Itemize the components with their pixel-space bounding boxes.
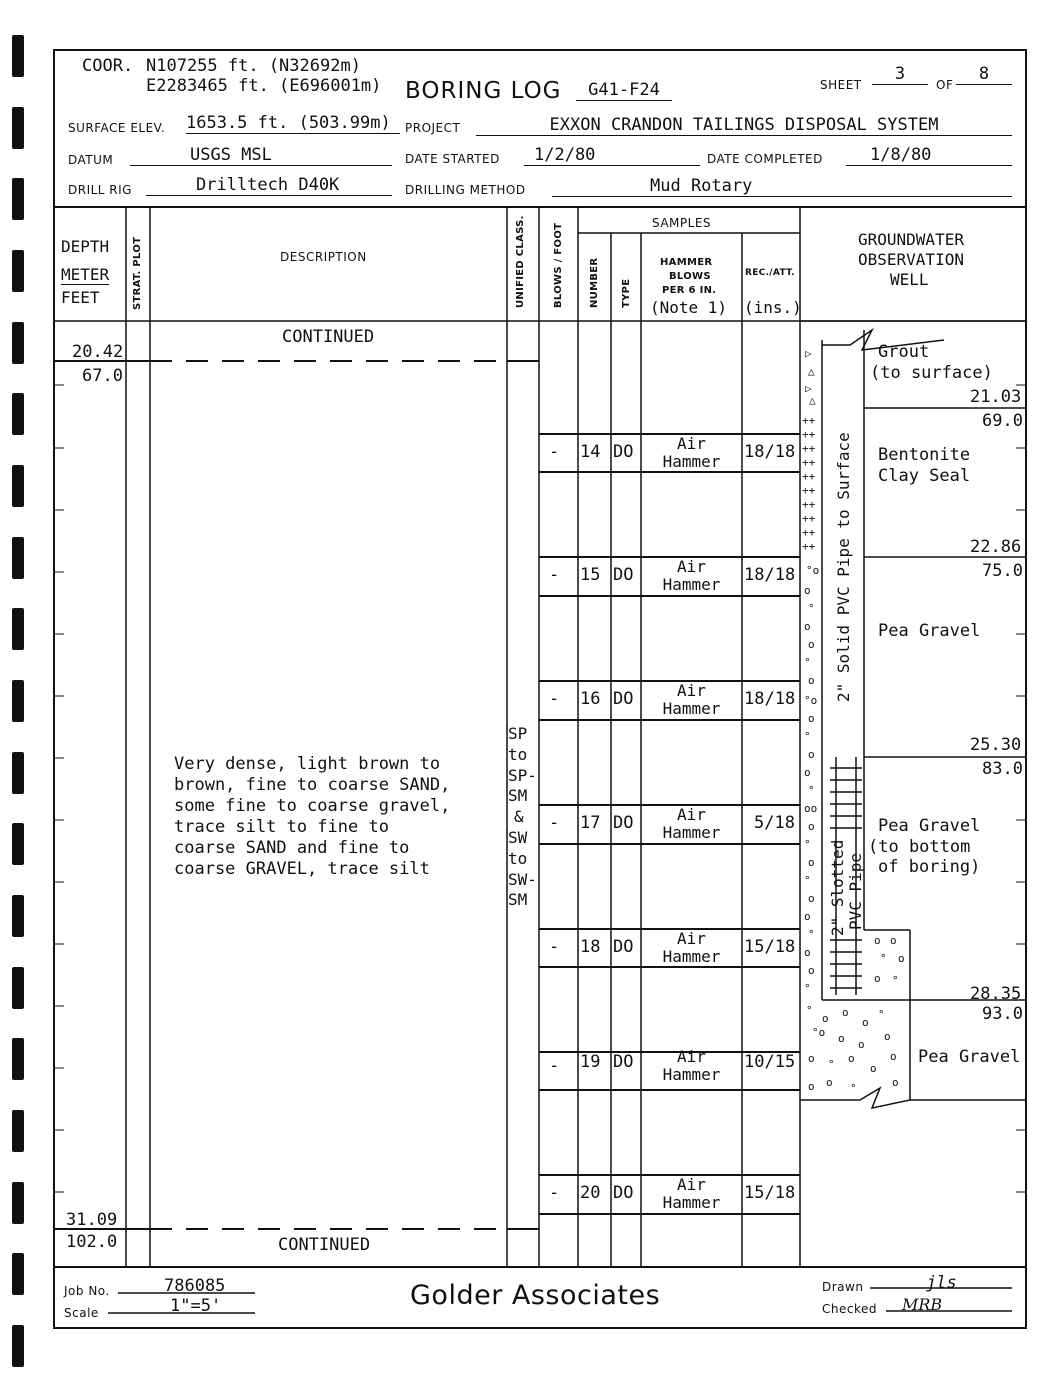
class-line: to [508,848,528,868]
rec-value: 15/18 [744,1183,796,1203]
rec-value: 18/18 [744,689,796,709]
blows-value: - [549,565,560,585]
svg-text:++: ++ [802,456,816,469]
datum-value: USGS MSL [130,145,392,166]
hammer-cell [641,435,742,471]
top-depth-feet: 67.0 [82,366,123,386]
sample-number: 16 [580,689,601,709]
form-title: BORING LOG [405,78,562,104]
boring-id: G41-F24 [576,80,672,101]
hammer-line: Hammer [662,452,721,471]
drawn-initials: jls [926,1273,957,1293]
svg-text:o: o [858,1038,865,1051]
grout-bottom-m: 21.03 [970,387,1022,407]
svg-text:o: o [884,1030,891,1043]
blows-value: - [549,937,560,957]
class-line: SW [508,827,528,847]
sample-type: DO [613,1052,634,1072]
description-line: some fine to coarse gravel, [174,796,451,816]
blows-foot-header: BLOWS / FOOT [553,222,564,308]
bottom-depth-meter: 31.09 [66,1210,118,1230]
svg-text:°: ° [804,730,811,743]
bentonite-bottom-m: 22.86 [970,537,1022,557]
sheet-number: 3 [872,64,928,85]
hammer-cell [641,930,742,966]
coor-north: N107255 ft. (N32692m) [146,56,361,76]
date-completed-label: DATE COMPLETED [707,152,823,166]
pea-gravel-label: Pea Gravel [878,621,981,641]
svg-text:o: o [870,1062,877,1075]
svg-text:o: o [808,892,815,905]
class-line: to [508,744,528,764]
gravel2-top-ft: 83.0 [982,759,1023,779]
sample-type: DO [613,937,634,957]
hammer-line: Air [677,805,706,824]
strat-plot-header: STRAT. PLOT [132,236,143,310]
hammer-cell [641,1048,742,1084]
svg-text:o: o [808,964,815,977]
clay-seal-label: Clay Seal [878,466,971,486]
groundwater-header-3: WELL [890,270,929,289]
class-line: SW- [508,869,537,889]
class-line: SP [508,724,528,743]
svg-text:o: o [808,856,815,869]
sample-number: 19 [580,1052,601,1072]
sample-type: DO [613,813,634,833]
svg-text:o: o [804,910,811,923]
unified-class [508,724,537,911]
table-row [539,805,800,843]
svg-text:o: o [822,1012,829,1025]
hammer-line: Air [677,1047,706,1066]
coor-label: COOR. [82,56,134,76]
drill-rig: Drilltech D40K [146,175,392,196]
table-row [539,681,800,719]
svg-text:++: ++ [802,526,816,539]
blows-value: - [549,1183,560,1203]
rec-value: 10/15 [744,1052,796,1072]
groundwater-header-1: GROUNDWATER [858,230,964,249]
table-row [539,434,800,472]
hammer-line: Air [677,1175,706,1194]
hammer-line: Air [677,929,706,948]
svg-text:°: ° [804,982,811,995]
description-line: coarse SAND and fine to [174,838,410,858]
svg-text:++: ++ [802,484,816,497]
sample-number: 17 [580,813,601,833]
continued-bottom: CONTINUED [278,1235,371,1255]
svg-text:▷: ▷ [805,347,812,360]
sample-number: 18 [580,937,601,957]
rec-value: 18/18 [744,565,796,585]
svg-text:o: o [890,934,897,947]
bentonite-top-ft: 69.0 [982,411,1023,431]
class-line: SM [508,786,528,806]
project-name: EXXON CRANDON TAILINGS DISPOSAL SYSTEM [476,115,1012,136]
sheet-total: 8 [956,64,1012,85]
sample-type: DO [613,565,634,585]
checked-label: Checked [822,1302,877,1316]
company-name: Golder Associates [410,1280,661,1311]
svg-text:°: ° [880,952,887,965]
blows-value: - [549,689,560,709]
date-completed: 1/8/80 [846,145,1012,166]
description-line: trace silt to fine to [174,817,389,837]
grout-label: Grout [878,342,930,362]
date-started-label: DATE STARTED [405,152,500,166]
description-line: coarse GRAVEL, trace silt [174,859,430,879]
svg-text:△: △ [809,394,816,407]
hammer-cell [641,1176,742,1212]
svg-text:o: o [808,748,815,761]
hammer-header-3: PER 6 IN. [662,285,717,296]
of-label: OF [936,78,954,92]
groundwater-header-2: OBSERVATION [858,250,964,269]
description-header: DESCRIPTION [280,250,367,264]
svg-text:++: ++ [802,512,816,525]
svg-text:o: o [804,946,811,959]
hammer-cell [641,682,742,718]
svg-text:°: ° [808,928,815,941]
svg-text:o: o [874,934,881,947]
svg-text:o: o [808,1080,815,1093]
table-row [539,929,800,967]
solid-pipe-label: 2" Solid PVC Pipe to Surface [834,432,853,702]
pea-gravel-label-2: Pea Gravel [878,816,981,836]
pea-gravel-note-1: (to bottom [868,837,971,857]
svg-text:°: ° [806,1004,813,1017]
svg-text:++: ++ [802,540,816,553]
slotted-pipe-label-2: PVC Pipe [846,852,865,930]
svg-text:°: ° [850,1082,857,1095]
table-row [539,557,800,595]
svg-text:++: ++ [802,428,816,441]
sample-type: DO [613,689,634,709]
blows-value: - [549,1056,560,1076]
date-started: 1/2/80 [524,145,700,166]
svg-text:▷: ▷ [805,382,812,395]
drilling-method-label: DRILLING METHOD [405,183,526,197]
grout-note: (to surface) [870,363,993,383]
svg-text:++: ++ [802,498,816,511]
rec-units: (ins.) [744,298,802,317]
svg-text:o: o [874,972,881,985]
svg-text:o: o [804,584,811,597]
svg-text:°o: °o [806,564,820,577]
hammer-note: (Note 1) [650,298,728,317]
class-line: & [514,807,524,827]
svg-text:o: o [808,1052,815,1065]
description-line: Very dense, light brown to [174,754,441,774]
svg-text:°: ° [804,874,811,887]
gravel2-bottom-m: 28.35 [970,984,1022,1004]
svg-text:o: o [890,1050,897,1063]
pea-gravel-label-3: Pea Gravel [918,1047,1021,1067]
svg-text:++: ++ [802,414,816,427]
coor-east: E2283465 ft. (E696001m) [146,76,382,96]
svg-text:o: o [848,1052,855,1065]
checked-initials: MRB [902,1295,943,1314]
svg-text:°: ° [808,602,815,615]
sample-number: 15 [580,565,601,585]
feet-header: FEET [61,288,100,307]
top-depth-meter: 20.42 [72,342,124,362]
hammer-line: Air [677,434,706,453]
drawn-label: Drawn [822,1280,864,1294]
svg-text:°: ° [892,974,899,987]
blows-value: - [549,813,560,833]
class-line: SM [508,890,528,910]
rec-value: 18/18 [744,442,796,462]
bentonite-label: Bentonite [878,445,971,465]
svg-text:o: o [808,712,815,725]
continued-top: CONTINUED [282,327,375,347]
slotted-pipe-label: 2" Slotted [828,839,847,936]
surface-elev: 1653.5 ft. (503.99m) [186,113,400,134]
hammer-header-1: HAMMER [660,257,713,268]
drill-rig-label: DRILL RIG [68,183,132,197]
svg-text:o: o [826,1076,833,1089]
hammer-header-2: BLOWS [669,271,711,282]
hammer-line: Hammer [662,575,721,594]
hammer-line: Air [677,681,706,700]
hammer-cell [641,806,742,842]
sample-type: DO [613,442,634,462]
blows-value: - [549,442,560,462]
hammer-line: Hammer [662,823,721,842]
rec-value: 5/18 [754,813,795,833]
sheet-label: SHEET [820,78,862,92]
sample-number: 14 [580,442,601,462]
svg-text:o: o [804,766,811,779]
drilling-method: Mud Rotary [552,176,1012,197]
svg-text:°: ° [804,838,811,851]
table-row [539,1175,800,1213]
depth-header: DEPTH [61,237,110,256]
svg-text:++: ++ [802,470,816,483]
type-header: TYPE [621,278,632,308]
svg-text:o: o [842,1006,849,1019]
number-header: NUMBER [589,257,600,308]
svg-text:o: o [808,638,815,651]
job-number: 786085 [164,1276,226,1296]
unified-class-header: UNIFIED CLASS. [515,215,526,308]
svg-text:o: o [898,952,905,965]
gravel1-bottom-m: 25.30 [970,735,1022,755]
bottom-depth-feet: 102.0 [66,1232,118,1252]
surface-elev-label: SURFACE ELEV. [68,121,166,135]
svg-text:o: o [808,820,815,833]
svg-text:°: ° [804,656,811,669]
svg-text:++: ++ [802,442,816,455]
scale-label: Scale [64,1306,99,1320]
description-line: brown, fine to coarse SAND, [174,775,451,795]
class-line: SP- [508,765,537,785]
svg-text:°o: °o [804,694,818,707]
job-no-label: Job No. [64,1284,110,1298]
svg-text:o: o [862,1016,869,1029]
hammer-line: Hammer [662,699,721,718]
hammer-line: Air [677,557,706,576]
datum-label: DATUM [68,153,114,167]
hammer-line: Hammer [662,1065,721,1084]
svg-text:△: △ [808,365,815,378]
table-row [539,1047,800,1090]
svg-text:°: ° [828,1058,835,1071]
svg-text:o: o [892,1076,899,1089]
scale-value: 1"=5' [170,1296,222,1316]
svg-text:o: o [804,620,811,633]
svg-text:°: ° [878,1008,885,1021]
svg-text:°: ° [808,784,815,797]
meter-header: METER [61,265,110,284]
soil-description [174,754,450,880]
gravel1-top-ft: 75.0 [982,561,1023,581]
svg-text:o: o [808,674,815,687]
pea-gravel-note-2: of boring) [878,857,981,877]
hammer-cell [641,558,742,594]
svg-text:oo: oo [804,802,818,815]
rec-value: 15/18 [744,937,796,957]
hammer-line: Hammer [662,947,721,966]
sample-number: 20 [580,1183,601,1203]
gravel3-top-ft: 93.0 [982,1004,1023,1024]
svg-text:o: o [838,1032,845,1045]
sample-type: DO [613,1183,634,1203]
rec-att-header: REC./ATT. [745,268,795,278]
project-label: PROJECT [405,121,461,135]
samples-header: SAMPLES [652,216,712,230]
hammer-line: Hammer [662,1193,721,1212]
svg-text:°o: °o [812,1026,826,1039]
